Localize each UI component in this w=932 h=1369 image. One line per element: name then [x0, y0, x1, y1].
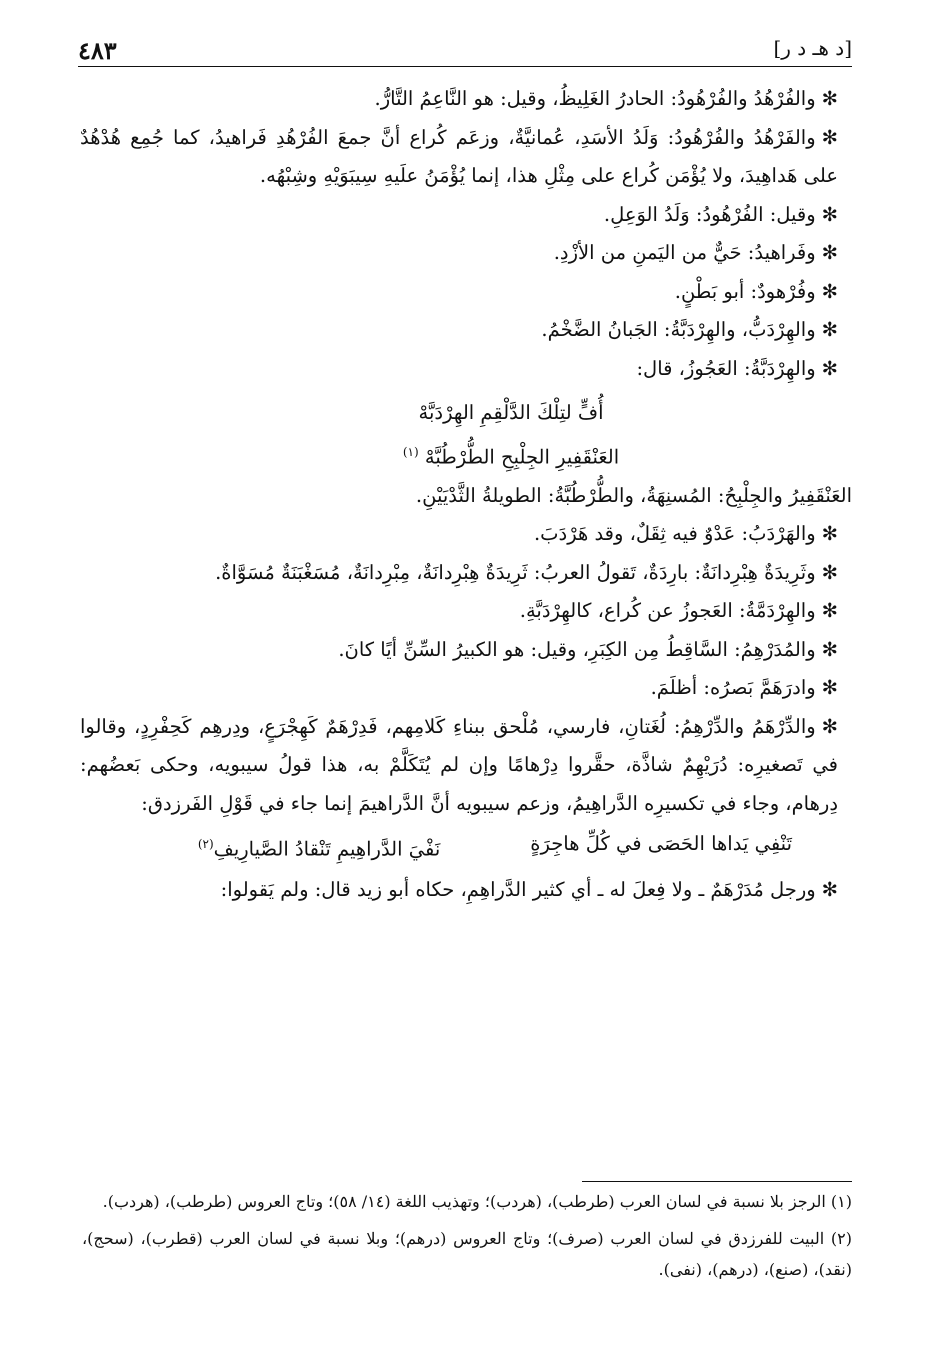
- entry-paragraph: ✻والفَرْهُدُ والفُرْهُودُ: وَلَدُ الأسَدِ، عُمانيَّةٌ، وزعَم كُراع أنَّ جمعَ الفُرْهُدِ فَراهيدُ، كما جُمِع هُدْهُدٌ على هَداهِيدَ، ولا يُؤْمَن كُراع على مِثْلِ هذا، إنما يُؤْمَنُ علَيهِ سِيبَوَيْهِ وشِبْهُه.: [80, 125, 838, 187]
- star-marker: ✻: [821, 878, 838, 901]
- page-header: [78, 32, 852, 67]
- star-marker: ✻: [821, 356, 838, 380]
- star-marker: ✻: [821, 637, 838, 661]
- star-marker: ✻: [821, 522, 838, 545]
- star-marker: ✻: [821, 202, 838, 226]
- star-marker: ✻: [821, 560, 838, 584]
- star-marker: ✻: [821, 318, 838, 341]
- footnote-item: (١) الرجز بلا نسبة في لسان العرب (طرطب)، (هردب)؛ وتهذيب اللغة (١٤/ ٥٨)؛ وتاج العروس (طرطب)، (هردب).: [102, 1192, 852, 1211]
- star-marker: ✻: [821, 676, 838, 699]
- star-marker: ✻: [821, 125, 838, 149]
- entry-paragraph: ✻والهِرْدَبُّ، والهِرْدَبَّةُ: الجَبانُ الضَّخْمُ.: [541, 318, 838, 341]
- star-marker: ✻: [821, 599, 838, 622]
- entry-paragraph: ✻والفُرْهُدُ والفُرْهُودُ: الحادرُ الغَلِيظُ، وقيل: هو النَّاعِمُ التَّارُّ.: [374, 87, 838, 110]
- verse-line: أُفٍّ لتِلْكَ الدَّلْقِمِ الهِرْدَبَّهْ: [418, 401, 604, 424]
- star-marker: ✻: [821, 87, 838, 110]
- entry-paragraph: ✻وفَراهيدُ: حَيٌّ من اليَمنِ من الأزْدِ.: [553, 241, 838, 264]
- star-marker: ✻: [821, 241, 838, 264]
- hemistich-second: نَفْيَ الدَّراهِيمِ تَنْقادُ الصَّيارِيفِ$^{(٢)}$: [197, 837, 441, 861]
- page-number: ٤٨٣: [78, 36, 117, 65]
- entry-paragraph: ✻وادرَهَمَّ بَصرُه: أظلَمَ.: [650, 676, 838, 699]
- footnote-ref: (١): [402, 444, 419, 459]
- entry-paragraph: ✻وثَرِيدَةٌ هِبْرِدانَةٌ: بارِدَةٌ، تَقولُ العربُ: ثَرِيدَةٌ هِبْرِدانَةٌ، مِبْرِدانَةٌ، مُسَغْبَنَةٌ مُسَوَّاةٌ.: [215, 560, 838, 584]
- entry-paragraph: ✻ورجل مُدَرْهَمٌ ـ ولا فِعلَ له ـ أي كثير الدَّراهِمِ، حكاه أبو زيد قال: ولم يَقولوا:: [220, 878, 838, 901]
- entry-paragraph: ✻والمُدَرْهِمُ: السَّاقِطُ مِن الكِبَرِ، وقيل: هو الكبيرُ السِّنِّ أيًا كانَ.: [338, 637, 838, 661]
- verse-couplet: [80, 825, 852, 869]
- footnote-item: (٢) البيت للفرزدق في لسان العرب (صرف)؛ وتاج العروس (درهم)؛ وبلا نسبة في لسان العرب (قطرب)، (سحج)، (نقد)، (صنع)، (درهم)، (نفى).: [82, 1229, 852, 1279]
- hemistich-first: تَنْفِي يَداها الحَصَى في كُلِّ هاجِرَةٍ: [530, 832, 792, 855]
- entry-paragraph: العَنْقَفِيرُ والجِلْبِحُ: المُسنِهَةُ، والطُّرْطُبَّةُ: الطويلةُ الثَّدْيَيْنِ.: [415, 483, 852, 507]
- footnote-divider: [582, 1181, 852, 1182]
- entry-paragraph: ✻والهَرْدَبُ: عَدْوٌ فيه ثِقَلٌ، وقد هَرْدَبَ.: [533, 522, 838, 545]
- footnote-ref: (٢): [197, 837, 214, 851]
- footnotes: [82, 1186, 852, 1291]
- entry-paragraph: ✻وقيل: الفُرْهُودُ: وَلَدُ الوَعِلِ.: [603, 202, 838, 226]
- main-text: [80, 80, 852, 910]
- entry-paragraph: ✻والهِرْدَمَّةُ: العَجوزُ عن كُراع، كالهِرْدَبَّةِ.: [519, 599, 838, 622]
- star-marker: ✻: [821, 279, 838, 303]
- entry-paragraph: ✻وفُرْهودٌ: أبو بَطْنٍ.: [674, 279, 838, 303]
- root-heading: [د هـ د ر]: [773, 36, 852, 60]
- entry-paragraph: ✻والدِّرْهَمُ والدِّرْهِمُ: لُغَتانِ، فارسي، مُلْحق ببناءِ كَلامِهم، فَدِرْهَمٌ كَهِجْرَعٍ، ودِرهِم كَحِفْرِدٍ، وقالوا في تَصغيرِه: دُرَيْهِمٌ شاذَّة، حقَّروا دِرْهامًا وإن لم يُتَكَلَّمْ به، هذا قولُ سيبويه، وحكى بَعضُهم: دِرهام، وجاء في تكسيرِه الدَّراهِيمُ، وزعم سيبويه أنَّ الدَّراهيمَ إنما جاء في قَوْلِ الفَرزدق:: [80, 714, 838, 815]
- verse-line: العَنْقَفِيرِ الجِلْبِحِ الطُّرْطُبَّهْ $^{(١)}$: [402, 444, 620, 468]
- entry-paragraph: ✻والهِرْدَبَّةُ: العَجُوزُ، قال:: [636, 356, 838, 380]
- star-marker: ✻: [821, 714, 838, 738]
